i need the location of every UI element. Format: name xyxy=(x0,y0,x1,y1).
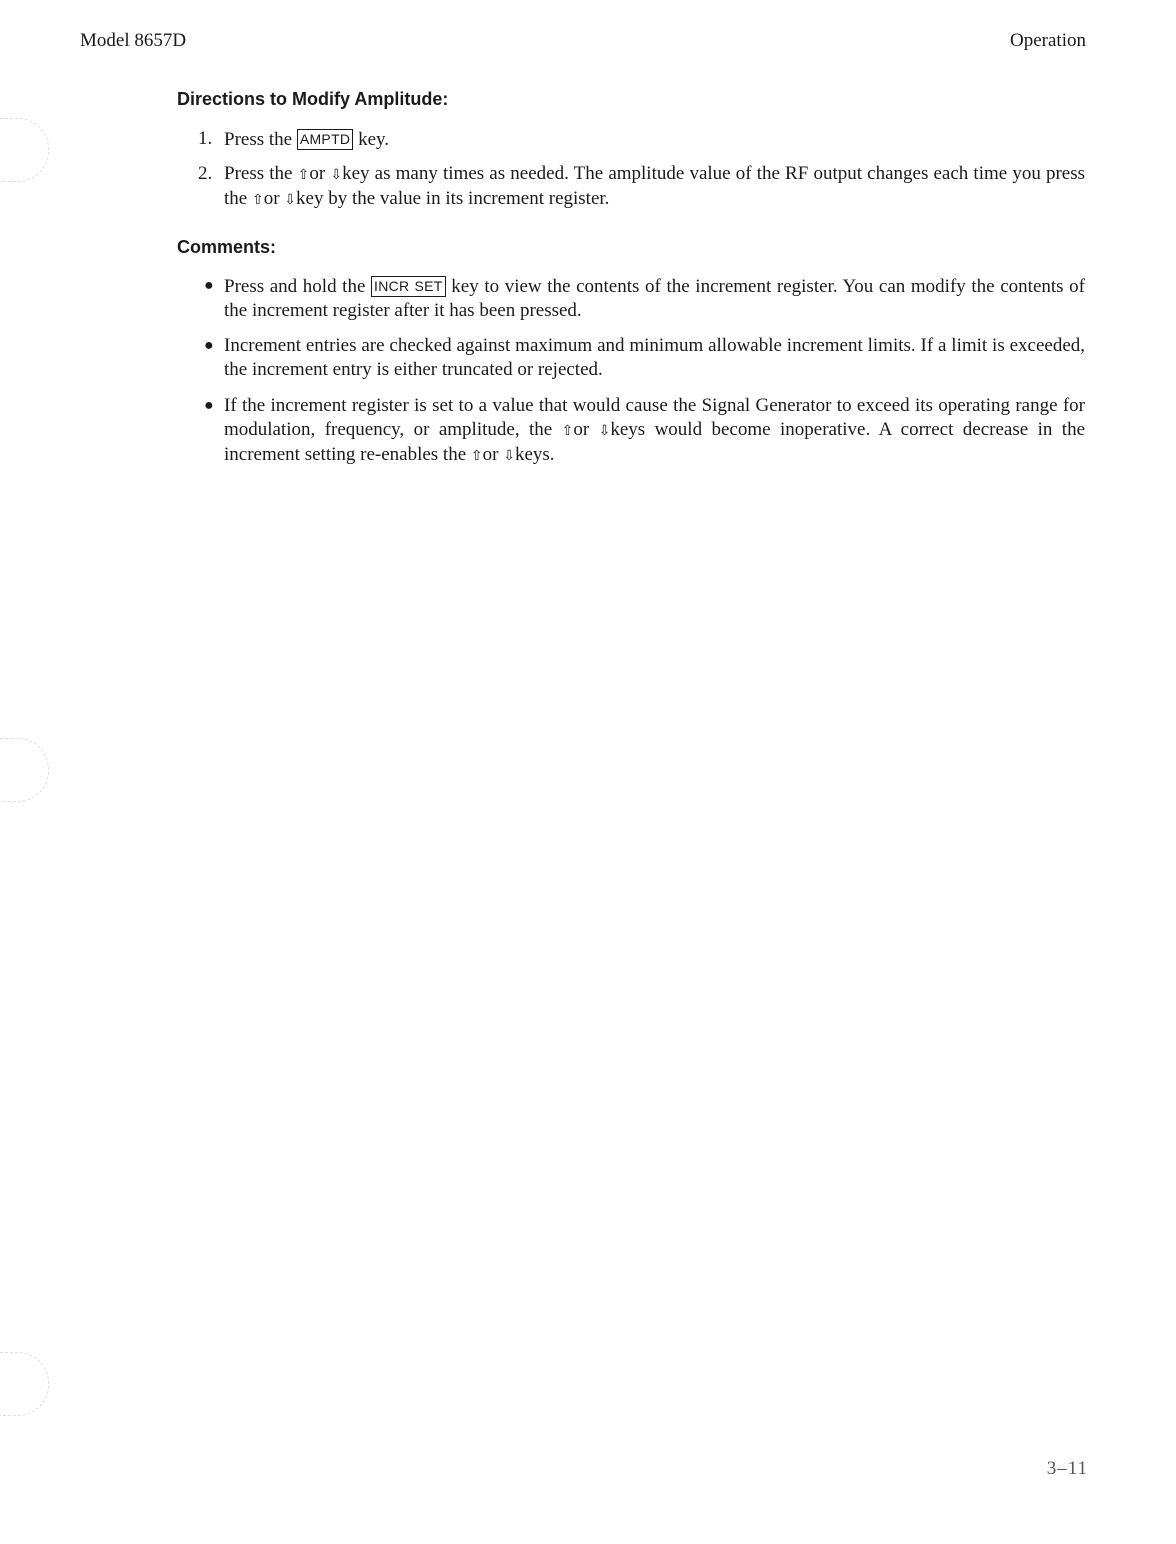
down-arrow-icon: ⇩ xyxy=(284,192,297,208)
incr-set-key: INCR SET xyxy=(371,276,446,297)
comment-1: ● Press and hold the INCR SET key to view the contents of the increment register. You can modify the contents of the increment register after it has been pressed. xyxy=(204,276,1086,321)
step-2-number: 2. xyxy=(198,163,213,184)
down-arrow-icon: ⇩ xyxy=(330,167,343,183)
bullet-icon: ● xyxy=(204,277,214,294)
up-arrow-icon: ⇧ xyxy=(297,167,310,183)
amptd-key: AMPTD xyxy=(297,129,354,150)
step-1: 1. Press the AMPTD key. xyxy=(198,128,390,150)
directions-heading: Directions to Modify Amplitude: xyxy=(177,89,449,109)
up-arrow-icon: ⇧ xyxy=(470,448,483,464)
step-2: 2. Press the ⇧or ⇩key as many times as needed. The amplitude value of the RF output changes each time you press the ⇧or ⇩key by the value in its increment register. xyxy=(198,163,1086,209)
comment-3: ● If the increment register is set to a value that would cause the Signal Generator to exceed its operating range for modulation, frequency, or amplitude, the ⇧or ⇩keys would become inoperative. A correct decrease in the increment setting re-enables the ⇧or ⇩keys. xyxy=(204,395,1086,465)
up-arrow-icon: ⇧ xyxy=(251,192,264,208)
punch-hole-top xyxy=(0,118,49,182)
comments-heading: Comments: xyxy=(177,237,277,257)
comment-2: ● Increment entries are checked against maximum and minimum allowable increment limits. If a limit is exceeded, the increment entry is either truncated or rejected. xyxy=(204,335,1085,380)
page-number: 3–11 xyxy=(1046,1458,1088,1479)
punch-hole-bottom xyxy=(0,1352,49,1416)
step-1-number: 1. xyxy=(198,128,213,149)
header-section: Operation xyxy=(1010,30,1086,51)
down-arrow-icon: ⇩ xyxy=(503,448,515,464)
bullet-icon: ● xyxy=(204,397,214,414)
up-arrow-icon: ⇧ xyxy=(561,423,574,439)
down-arrow-icon: ⇩ xyxy=(598,423,611,439)
punch-hole-middle xyxy=(0,738,49,802)
header-model: Model 8657D xyxy=(80,30,187,51)
bullet-icon: ● xyxy=(204,337,214,354)
